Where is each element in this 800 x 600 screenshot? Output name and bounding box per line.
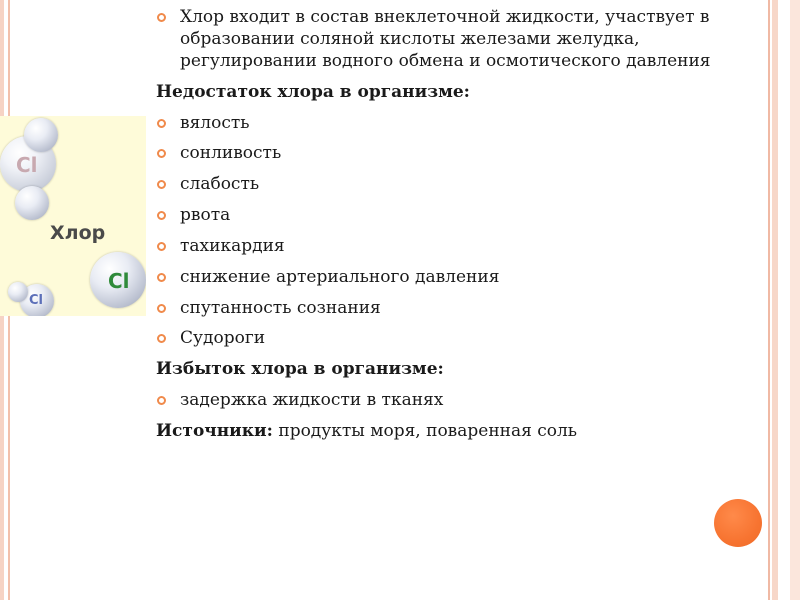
bullet-icon xyxy=(157,180,166,189)
decorative-stripe xyxy=(790,0,800,600)
intro-paragraph xyxy=(156,6,756,72)
bullet-icon xyxy=(157,13,166,22)
chlorine-bubbles-illustration xyxy=(0,116,146,316)
bullet-icon xyxy=(157,334,166,343)
decorative-stripe xyxy=(768,0,770,600)
bullet-icon xyxy=(157,149,166,158)
bullet-icon xyxy=(157,211,166,220)
list-item: Судороги xyxy=(156,327,756,349)
bubble xyxy=(8,282,28,302)
cl-label-small: Cl xyxy=(29,293,43,308)
intro-line: образовании соляной кислоты железами желудка, xyxy=(180,29,640,49)
chlorine-name-label: Хлор xyxy=(50,222,106,244)
cl-label-middle: Cl xyxy=(108,269,130,293)
bubble xyxy=(24,118,58,152)
list-item: снижение артериального давления xyxy=(156,266,756,288)
intro-line: Хлор входит в состав внеклеточной жидкости, участвует в xyxy=(180,7,710,27)
bubble xyxy=(15,186,49,220)
bullet-icon xyxy=(157,396,166,405)
excess-heading: Избыток хлора в организме: xyxy=(156,359,444,379)
deficiency-heading: Недостаток хлора в организме: xyxy=(156,82,470,102)
list-item: слабость xyxy=(156,173,756,195)
sources-text: продукты моря, поваренная соль xyxy=(272,421,578,441)
cl-label-top: Cl xyxy=(16,153,38,177)
list-item: тахикардия xyxy=(156,235,756,257)
intro-line: регулировании водного обмена и осмотического давления xyxy=(180,51,711,71)
list-item: задержка жидкости в тканях xyxy=(156,389,756,411)
list-item: спутанность сознания xyxy=(156,297,756,319)
bullet-icon xyxy=(157,273,166,282)
list-item: вялость xyxy=(156,112,756,134)
bullet-icon xyxy=(157,304,166,313)
decorative-orange-circle xyxy=(714,499,762,547)
bullet-icon xyxy=(157,242,166,251)
list-item: сонливость xyxy=(156,142,756,164)
sources-line xyxy=(156,420,756,442)
slide-content xyxy=(156,6,756,442)
decorative-stripe xyxy=(772,0,778,600)
sources-label: Источники: xyxy=(156,421,273,441)
bullet-icon xyxy=(157,119,166,128)
list-item: рвота xyxy=(156,204,756,226)
